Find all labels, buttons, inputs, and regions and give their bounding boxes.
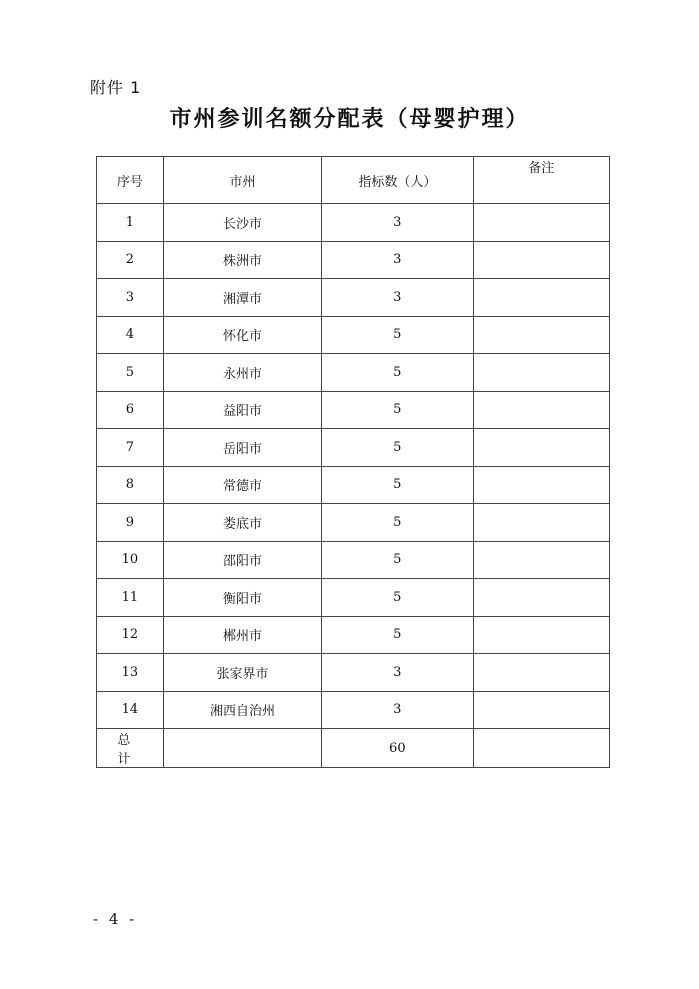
table-row <box>97 579 610 617</box>
row-count-cell: 3 <box>322 241 473 279</box>
table-row <box>97 279 610 317</box>
row-note-cell <box>473 504 609 542</box>
table-row <box>97 354 610 392</box>
row-index-cell: 12 <box>97 616 164 654</box>
table-row <box>97 241 610 279</box>
table-row <box>97 504 610 542</box>
row-city-cell: 湘西自治州 <box>163 691 321 729</box>
row-city-cell: 株洲市 <box>163 241 321 279</box>
row-index-cell: 1 <box>97 204 164 242</box>
table-row <box>97 691 610 729</box>
row-city-cell: 邵阳市 <box>163 541 321 579</box>
table-row <box>97 616 610 654</box>
row-city-cell: 常德市 <box>163 466 321 504</box>
row-count-cell: 5 <box>322 429 473 467</box>
table-row <box>97 391 610 429</box>
row-count-cell: 5 <box>322 316 473 354</box>
row-count-cell: 5 <box>322 354 473 392</box>
row-note-cell <box>473 541 609 579</box>
row-city-cell: 衡阳市 <box>163 579 321 617</box>
row-note-cell <box>473 204 609 242</box>
row-index-cell: 7 <box>97 429 164 467</box>
row-count-cell: 3 <box>322 691 473 729</box>
row-note-cell <box>473 466 609 504</box>
row-city-cell: 怀化市 <box>163 316 321 354</box>
row-index-cell: 3 <box>97 279 164 317</box>
row-city-cell: 娄底市 <box>163 504 321 542</box>
row-index-cell: 5 <box>97 354 164 392</box>
table-row <box>97 316 610 354</box>
row-index-cell: 13 <box>97 654 164 692</box>
row-index-cell: 10 <box>97 541 164 579</box>
row-note-cell <box>473 691 609 729</box>
row-note-cell <box>473 279 609 317</box>
column-header-note: 备注 <box>473 157 609 204</box>
table-row <box>97 429 610 467</box>
row-note-cell <box>473 354 609 392</box>
row-city-cell: 益阳市 <box>163 391 321 429</box>
row-city-cell: 张家界市 <box>163 654 321 692</box>
row-index-cell: 6 <box>97 391 164 429</box>
row-count-cell: 5 <box>322 391 473 429</box>
total-city-cell <box>163 729 321 768</box>
row-index-cell: 11 <box>97 579 164 617</box>
attachment-label: 附件 1 <box>90 78 142 97</box>
column-header-count: 指标数（人） <box>322 157 473 204</box>
row-count-cell: 3 <box>322 204 473 242</box>
row-city-cell: 湘潭市 <box>163 279 321 317</box>
row-count-cell: 5 <box>322 616 473 654</box>
allocation-table <box>96 156 610 768</box>
row-index-cell: 4 <box>97 316 164 354</box>
row-city-cell: 永州市 <box>163 354 321 392</box>
row-note-cell <box>473 391 609 429</box>
row-count-cell: 5 <box>322 466 473 504</box>
table-row <box>97 466 610 504</box>
column-header-index: 序号 <box>97 157 164 204</box>
row-note-cell <box>473 579 609 617</box>
table-header-row <box>97 157 610 204</box>
table-total-row <box>97 729 610 768</box>
row-index-cell: 9 <box>97 504 164 542</box>
table-row <box>97 541 610 579</box>
row-city-cell: 长沙市 <box>163 204 321 242</box>
row-count-cell: 5 <box>322 579 473 617</box>
total-count-cell: 60 <box>322 729 473 768</box>
row-count-cell: 3 <box>322 279 473 317</box>
document-title: 市州参训名额分配表（母婴护理） <box>169 106 530 132</box>
row-note-cell <box>473 429 609 467</box>
row-index-cell: 14 <box>97 691 164 729</box>
row-note-cell <box>473 316 609 354</box>
row-count-cell: 5 <box>322 541 473 579</box>
table-row <box>97 204 610 242</box>
row-city-cell: 郴州市 <box>163 616 321 654</box>
table-row <box>97 654 610 692</box>
total-label-cell: 总 计 <box>97 729 164 768</box>
page-number: - 4 - <box>93 910 138 928</box>
row-count-cell: 5 <box>322 504 473 542</box>
total-note-cell <box>473 729 609 768</box>
row-index-cell: 8 <box>97 466 164 504</box>
column-header-city: 市州 <box>163 157 321 204</box>
row-note-cell <box>473 241 609 279</box>
row-index-cell: 2 <box>97 241 164 279</box>
row-count-cell: 3 <box>322 654 473 692</box>
row-city-cell: 岳阳市 <box>163 429 321 467</box>
row-note-cell <box>473 616 609 654</box>
row-note-cell <box>473 654 609 692</box>
